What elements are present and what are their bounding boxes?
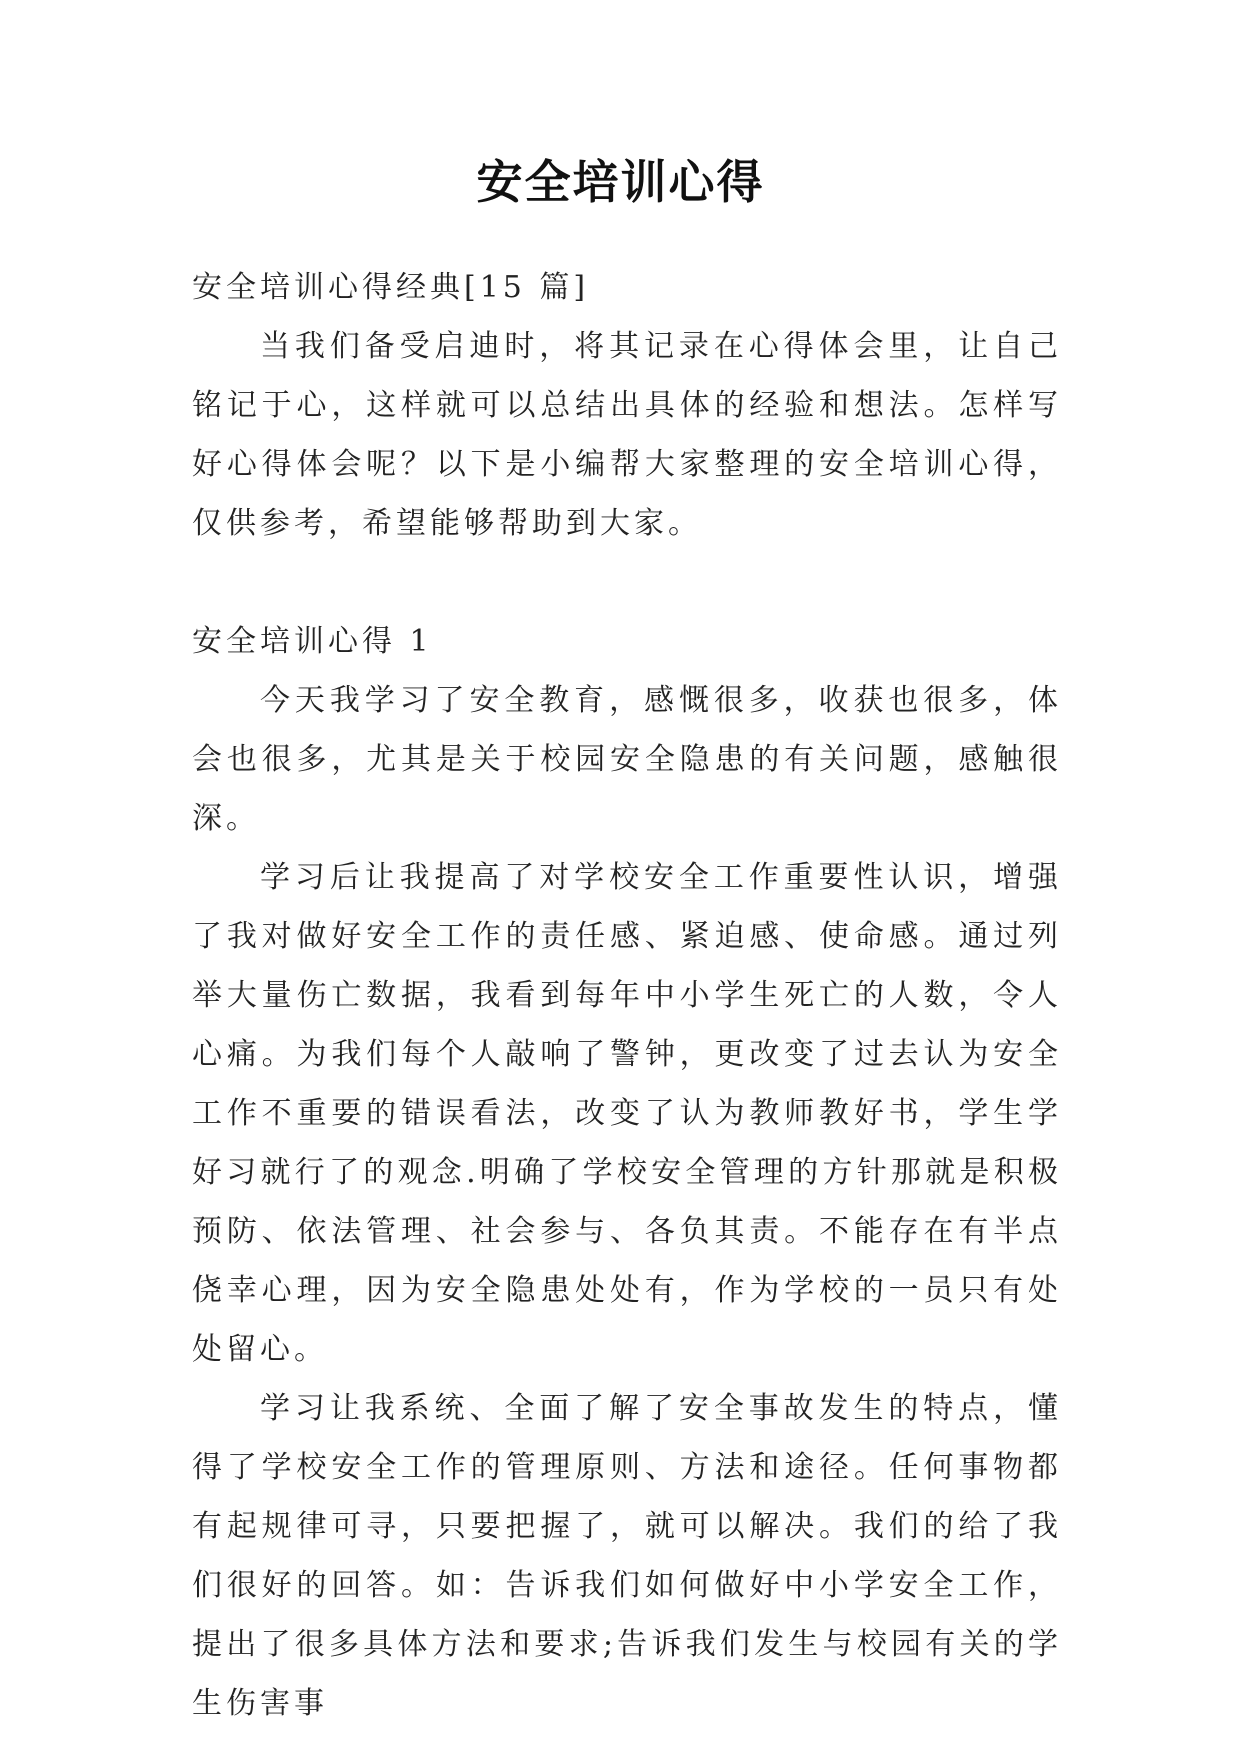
section-heading: 安全培训心得 1 [192,624,433,659]
body-paragraph: 今天我学习了安全教育，感慨很多，收获也很多，体会也很多，尤其是关于校园安全隐患的有关问题，感触很深。 [192,683,1062,836]
document-subtitle: 安全培训心得经典[15 篇] [192,270,590,305]
intro-paragraph: 当我们备受启迪时，将其记录在心得体会里，让自己铭记于心，这样就可以总结出具体的经验和想法。怎样写好心得体会呢？以下是小编帮大家整理的安全培训心得，仅供参考，希望能够帮助到大家。 [192,329,1062,541]
document-title: 安全培训心得 [476,155,765,209]
body-paragraph: 学习后让我提高了对学校安全工作重要性认识，增强了我对做好安全工作的责任感、紧迫感、使命感。通过列举大量伤亡数据，我看到每年中小学生死亡的人数，令人心痛。为我们每个人敲响了警钟，更改变了过去认为安全工作不重要的错误看法，改变了认为教师教好书，学生学好习就行了的观念.明确了学校安全管理的方针那就是积极预防、依法管理、社会参与、各负其责。不能存在有半点侥幸心理，因为安全隐患处处有，作为学校的一员只有处处留心。 [192,860,1062,1367]
body-paragraph: 学习让我系统、全面了解了安全事故发生的特点，懂得了学校安全工作的管理原则、方法和途径。任何事物都有起规律可寻，只要把握了，就可以解决。我们的给了我们很好的回答。如：告诉我们如何做好中小学安全工作，提出了很多具体方法和要求;告诉我们发生与校园有关的学生伤害事 [192,1391,1062,1721]
document-body [192,258,1062,1733]
